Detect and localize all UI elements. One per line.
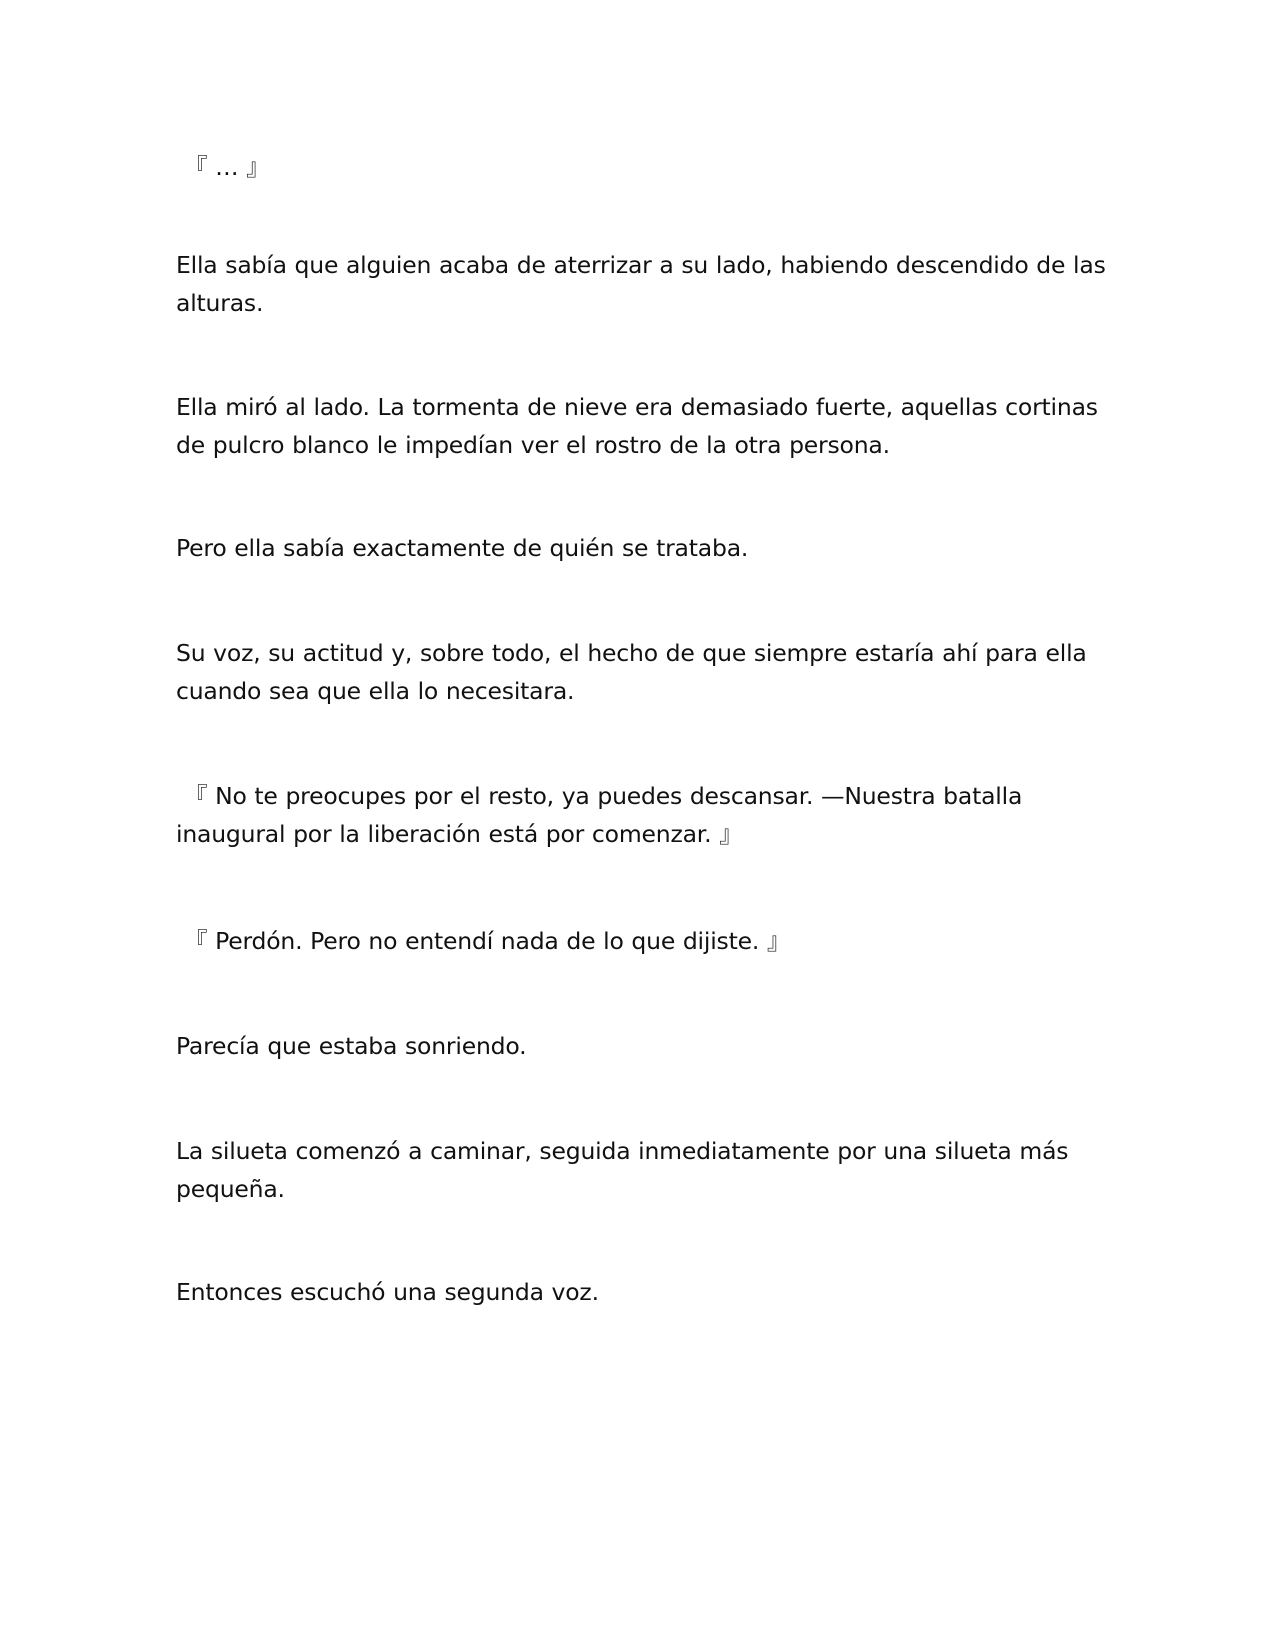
paragraph-knew-who: Pero ella sabía exactamente de quién se trataba. — [176, 534, 749, 562]
paragraph-landing: Ella sabía que alguien acaba de aterrizar a su lado, habiendo descendido de las alturas. — [176, 251, 1106, 317]
paragraph-snowstorm: Ella miró al lado. La tormenta de nieve era demasiado fuerte, aquellas cortinas de pulcro blanco le impedían ver el rostro de la otra persona. — [176, 393, 1098, 459]
paragraph-dialog-sorry: 『 Perdón. Pero no entendí nada de lo que dijiste. 』 — [184, 927, 791, 955]
paragraph-voice-attitude: Su voz, su actitud y, sobre todo, el hecho de que siempre estaría ahí para ella cuando sea que ella lo necesitara. — [176, 639, 1087, 705]
paragraph-dialog-rest: 『 No te preocupes por el resto, ya puedes descansar. —Nuestra batalla inaugural por la liberación está por comenzar. 』 — [176, 782, 1023, 848]
paragraph-second-voice: Entonces escuchó una segunda voz. — [176, 1278, 599, 1306]
paragraph-smiling: Parecía que estaba sonriendo. — [176, 1032, 527, 1060]
paragraph-silhouette: La silueta comenzó a caminar, seguida inmediatamente por una silueta más pequeña. — [176, 1137, 1069, 1203]
paragraph-dialog-ellipsis: 『 … 』 — [184, 153, 270, 181]
